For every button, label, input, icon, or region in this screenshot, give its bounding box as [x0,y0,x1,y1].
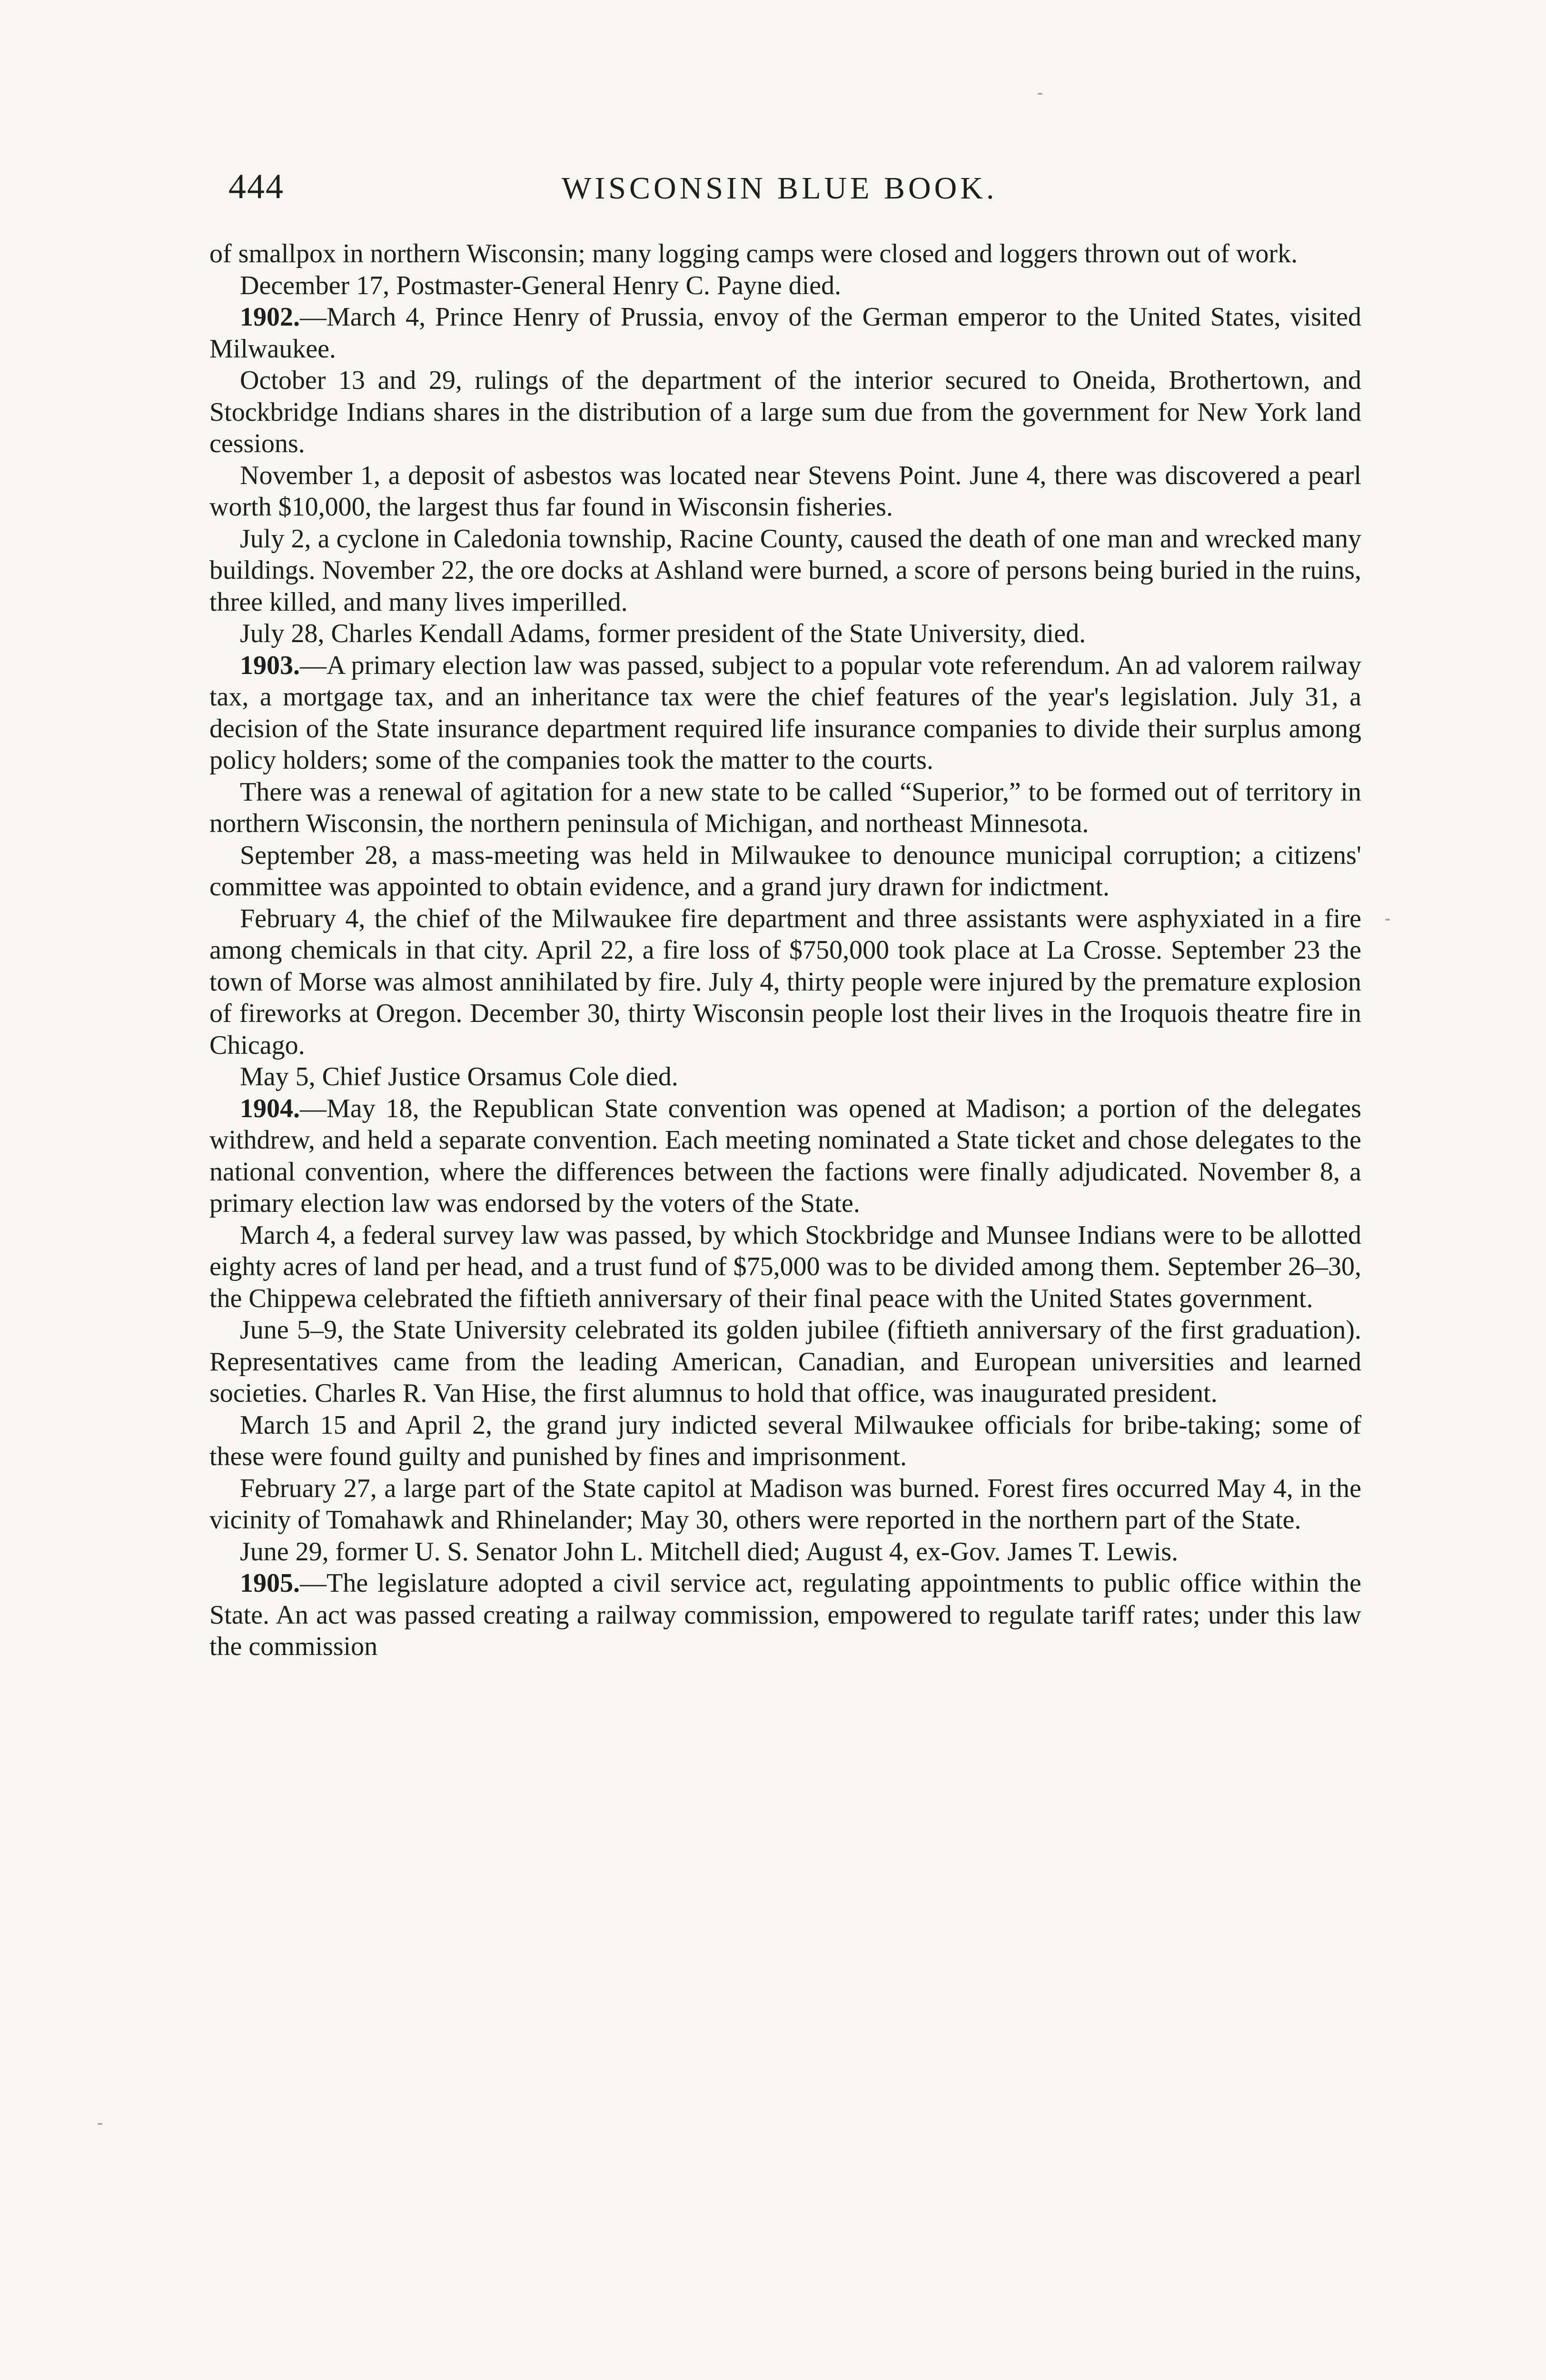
year-heading: 1904. [240,1093,300,1123]
paragraph-text: —May 18, the Republican State convention was opened at Madison; a portion of the delegates withdrew, and held a separate convention. Each meeting nominated a State ticket and chose delegates to the national convention, where the differences between the factions were finally adjudicated. November 8, a primary election law was endorsed by the voters of the State. [209,1093,1361,1218]
page-header [209,167,1361,219]
paragraph-text: —The legislature adopted a civil service act, regulating appointments to public office within the State. An act was passed creating a railway commission, empowered to regulate tariff rates; under this law the commission [209,1568,1361,1661]
body-text [209,238,1361,1663]
paragraph-text: September 28, a mass-meeting was held in Milwaukee to denounce municipal corruption; a citizens' committee was appointed to obtain evidence, and a grand jury drawn for indictment. [209,840,1361,902]
paragraph-text: February 4, the chief of the Milwaukee fire department and three assistants were asphyxiated in a fire among chemicals in that city. April 22, a fire loss of $750,000 took place at La Crosse. September 23 the town of Morse was almost annihilated by fire. July 4, thirty people were injured by the premature explosion of fireworks at Oregon. December 30, thirty Wisconsin people lost their lives in the Iroquois theatre fire in Chicago. [209,903,1361,1060]
paragraph [209,903,1361,1061]
paragraph [209,1061,1361,1093]
paragraph [209,523,1361,618]
paragraph [209,1536,1361,1568]
paragraph [209,1093,1361,1220]
paragraph-text: June 29, former U. S. Senator John L. Mitchell died; August 4, ex-Gov. James T. Lewis. [240,1537,1179,1567]
paragraph [209,650,1361,776]
paragraph [209,365,1361,460]
paragraph [209,1220,1361,1315]
paragraph [209,270,1361,302]
paragraph-text: March 4, a federal survey law was passed, by which Stockbridge and Munsee Indians were to be allotted eighty acres of land per head, and a trust fund of $75,000 was to be divided among them. September 26–30, the Chippewa celebrated the fiftieth anniversary of their final peace with the United States government. [209,1220,1361,1313]
paragraph [209,1409,1361,1473]
paragraph [209,1314,1361,1409]
year-heading: 1902. [240,302,300,332]
paragraph [209,1473,1361,1536]
paragraph-text: of smallpox in northern Wisconsin; many logging camps were closed and loggers thrown out of work. [209,239,1298,268]
scan-speck [1038,93,1042,95]
paragraph-text: February 27, a large part of the State capitol at Madison was burned. Forest fires occurred May 4, in the vicinity of Tomahawk and Rhinelander; May 30, others were reported in the northern part of the State. [209,1473,1361,1535]
scan-speck [1385,919,1390,921]
paragraph-text: December 17, Postmaster-General Henry C. Payne died. [240,270,842,300]
document-page [209,167,1361,1663]
running-head-title: WISCONSIN BLUE BOOK. [562,171,998,206]
paragraph-text: There was a renewal of agitation for a new state to be called “Superior,” to be formed out of territory in northern Wisconsin, the northern peninsula of Michigan, and northeast Minnesota. [209,777,1361,838]
paragraph [209,618,1361,650]
paragraph-text: May 5, Chief Justice Orsamus Cole died. [240,1062,678,1091]
paragraph [209,776,1361,840]
paragraph [209,301,1361,365]
paragraph-text: March 15 and April 2, the grand jury indicted several Milwaukee officials for bribe-taking; some of these were found guilty and punished by fines and imprisonment. [209,1410,1361,1471]
paragraph-text: July 28, Charles Kendall Adams, former president of the State University, died. [240,619,1086,648]
year-heading: 1905. [240,1568,300,1598]
page-number: 444 [228,167,284,206]
paragraph-text: June 5–9, the State University celebrated its golden jubilee (fiftieth anniversary of the first graduation). Representatives came from the leading American, Canadian, and European universities and learned societies. Charles R. Van Hise, the first alumnus to hold that office, was inaugurated president. [209,1315,1361,1408]
paragraph-text: July 2, a cyclone in Caledonia township, Racine County, caused the death of one man and wrecked many buildings. November 22, the ore docks at Ashland were burned, a score of persons being buried in the ruins, three killed, and many lives imperilled. [209,524,1361,617]
scan-speck [98,2123,102,2125]
paragraph [209,840,1361,903]
year-heading: 1903. [240,650,300,680]
paragraph-text: —March 4, Prince Henry of Prussia, envoy of the German emperor to the United States, visited Milwaukee. [209,302,1361,364]
paragraph-text: October 13 and 29, rulings of the department of the interior secured to Oneida, Brothertown, and Stockbridge Indians shares in the distribution of a large sum due from the government for New York land cessions. [209,366,1361,458]
paragraph [209,1567,1361,1663]
paragraph [209,460,1361,523]
paragraph [209,238,1361,270]
paragraph-text: November 1, a deposit of asbestos was located near Stevens Point. June 4, there was discovered a pearl worth $10,000, the largest thus far found in Wisconsin fisheries. [209,460,1361,522]
paragraph-text: —A primary election law was passed, subject to a popular vote referendum. An ad valorem railway tax, a mortgage tax, and an inheritance tax were the chief features of the year's legislation. July 31, a decision of the State insurance department required life insurance companies to divide their surplus among policy holders; some of the companies took the matter to the courts. [209,650,1361,775]
